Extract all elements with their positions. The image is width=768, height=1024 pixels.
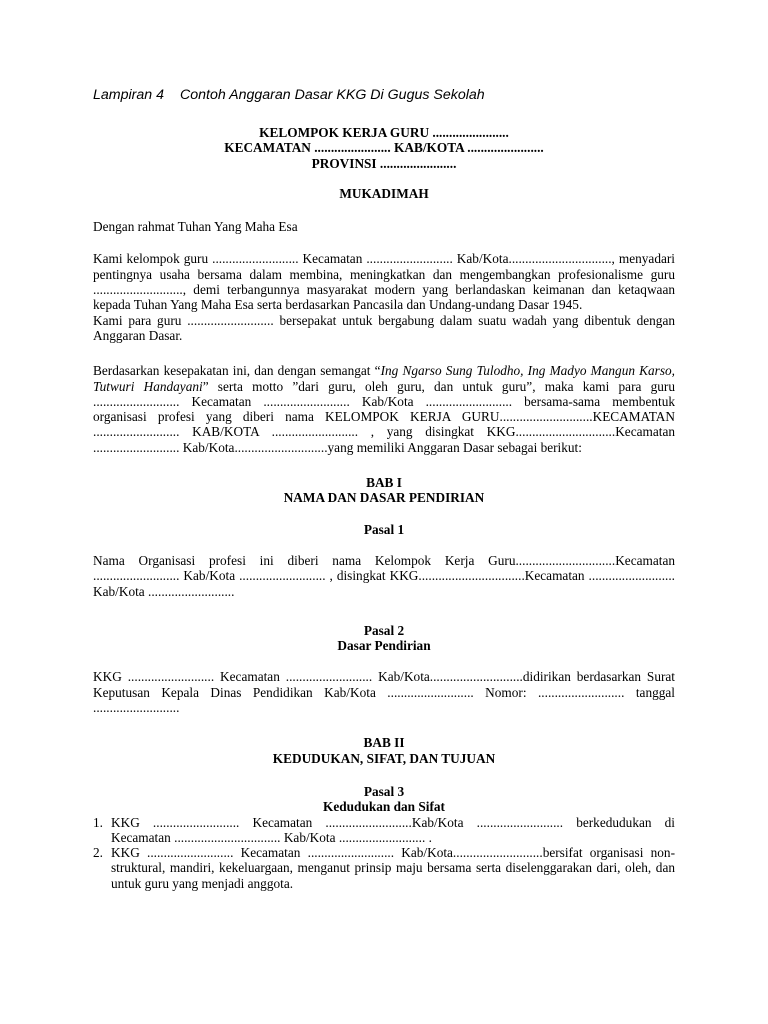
pasal-3-list [93,815,675,891]
pasal-2-subheading: Dasar Pendirian [337,638,431,654]
document-page [93,86,675,891]
mukadimah-paragraph-3 [93,363,675,455]
list-item-text: KKG .......................... Kecamatan ..........................Kab/Kota .......................... berkedudukan di Kecamatan ................................ Kab/Kota .......................... . [111,814,675,845]
motto-text: Ing Ngarso Sung Tulodho, Ing Madyo Mangun Karso, Tutwuri Handayani [93,363,675,394]
bab-1-subheading: NAMA DAN DASAR PENDIRIAN [283,490,485,506]
mukadimah-paragraph-2: Kami para guru .......................... bersepakat untuk bergabung dalam suatu wadah yang dibentuk dengan Anggaran Dasar. [93,312,675,343]
mukadimah-paragraph-1: Kami kelompok guru .......................... Kecamatan .......................... Kab/Kota..............................., menyadari pentingnya usaha bersama dalam membina, meningkatkan dan mengembangkan profesionalisme guru ..........................., demi terbangunnya masyarakat modern yang berlandaskan keimanan dan ketaqwaan kepada Tuhan Yang Maha Esa serta berdasarkan Pancasila dan Undang-undang Dasar 1945. [93,251,675,313]
mukadimah-heading: MUKADIMAH [339,185,429,201]
list-item-number: 1. [93,814,103,830]
bab-2-subheading: KEDUDUKAN, SIFAT, DAN TUJUAN [272,750,496,766]
pasal-2-heading: Pasal 2 [363,622,405,638]
list-item [93,845,675,891]
bab-1-heading: BAB I [366,475,402,491]
attachment-caption [93,86,675,104]
pasal-3-subheading: Kedudukan dan Sifat [323,799,445,815]
document-title-line-2: KECAMATAN ....................... KAB/KOTA ....................... [224,140,544,156]
paragraph-3-body: ” serta motto ”dari guru, oleh guru, dan untuk guru”, maka kami para guru .......................... Kecamatan .......................... Kab/Kota .......................... bersama-sama membentuk organisasi profesi yang diberi nama KELOMPOK KERJA GURU............................KECAMATAN .......................... KAB/KOTA .......................... , yang disingkat KKG..............................Kecamatan .......................... Kab/Kota............................yang memiliki Anggaran Dasar sebagai berikut: [93,378,675,455]
mukadimah-opening: Dengan rahmat Tuhan Yang Maha Esa [93,219,298,235]
pasal-1-heading: Pasal 1 [363,521,405,537]
attachment-label: Lampiran 4 [93,87,164,103]
list-item [93,815,675,846]
pasal-2-text: KKG .......................... Kecamatan .......................... Kab/Kota............................didirikan berdasarkan Surat Keputusan Kepala Dinas Pendidikan Kab/Kota .......................... Nomor: .......................... tanggal .......................... [93,669,675,716]
list-item-text: KKG .......................... Kecamatan .......................... Kab/Kota...........................bersifat organisasi non-struktural, mandiri, kekeluargaan, menganut prinsip maju bersama serta diselenggarakan dari, oleh, dan untuk guru yang menjadi anggota. [111,845,675,891]
attachment-title: Contoh Anggaran Dasar KKG Di Gugus Sekolah [179,87,485,103]
paragraph-3-intro: Berdasarkan kesepakatan ini, dan dengan semangat “ [93,363,381,379]
pasal-1-text: Nama Organisasi profesi ini diberi nama Kelompok Kerja Guru..............................Kecamatan .......................... Kab/Kota .......................... , disingkat KKG................................Kecamatan .......................... Kab/Kota .......................... [93,552,675,599]
list-item-number: 2. [93,845,103,861]
document-title-line-1: KELOMPOK KERJA GURU ....................... [259,125,509,140]
document-title-line-3: PROVINSI ....................... [311,155,457,171]
pasal-3-heading: Pasal 3 [363,783,405,799]
bab-2-heading: BAB II [363,735,405,751]
